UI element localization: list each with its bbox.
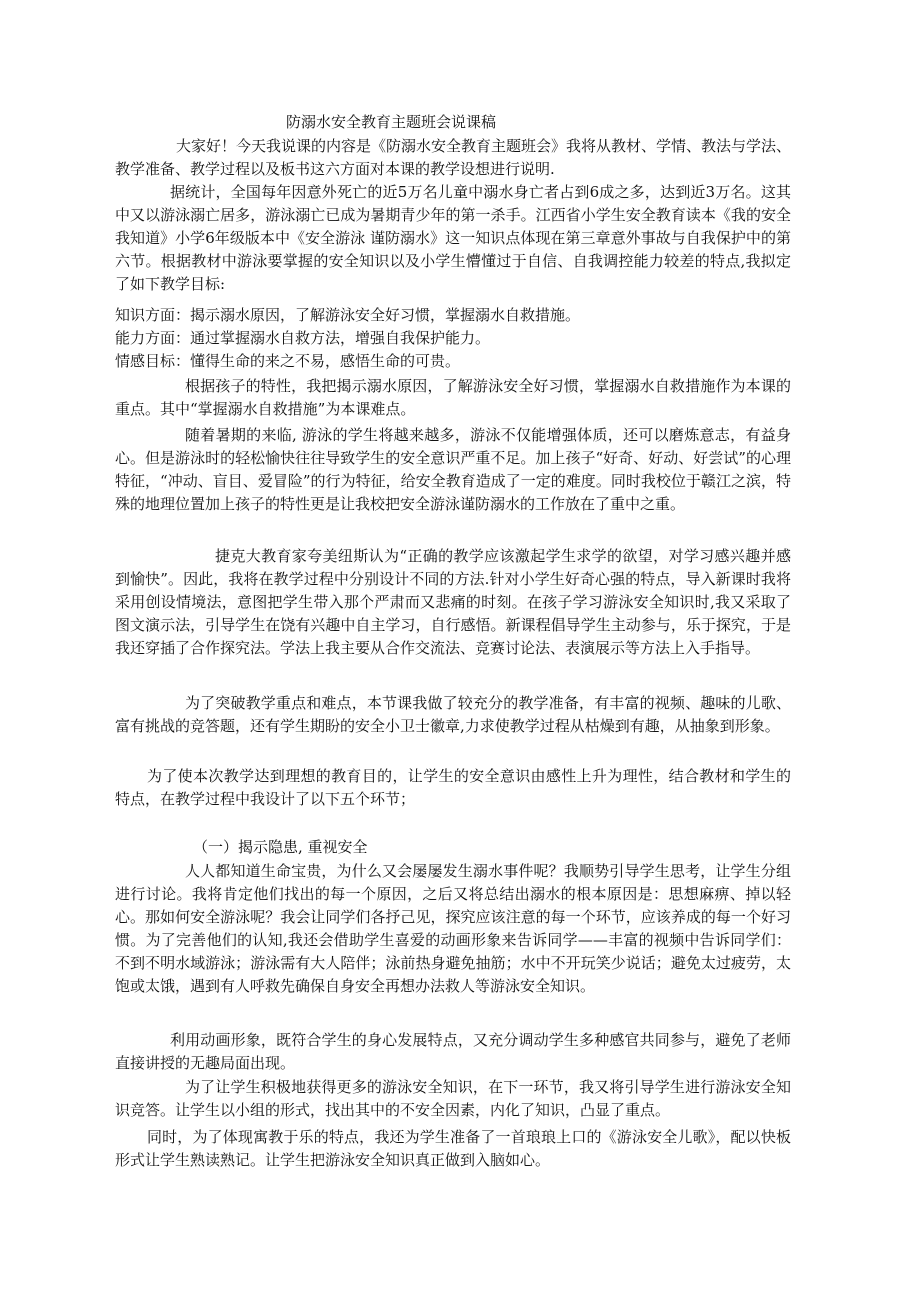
section-paragraph-quiz: 为了让学生积极地获得更多的游泳安全知识，在下一环节，我又将引导学生进行游泳安全知识竞答。让学生以小组的形式，找出其中的不安全因素，内化了知识，凸显了重点。 [115, 1078, 791, 1119]
goal-emotion: 情感目标：懂得生命的来之不易，感悟生命的可贵。 [115, 352, 461, 370]
goal-ability: 能力方面：通过掌握溺水自救方法，增强自我保护能力。 [115, 329, 491, 347]
document-title: 防溺水安全教育主题班会说课稿 [286, 113, 497, 131]
intro-paragraph: 大家好！今天我说课的内容是《防溺水安全教育主题班会》我将从教材、学情、教法与学法、教学准备、教学过程以及板书这六方面对本课的教学设想进行说明. [115, 137, 792, 178]
section-paragraph-song: 同时，为了体现寓教于乐的特点，我还为学生准备了一首琅琅上口的《游泳安全儿歌》，配以快板形式让学生熟读熟记。让学生把游泳安全知识真正做到入脑如心。 [115, 1128, 791, 1169]
section-paragraph-discussion: 人人都知道生命宝贵，为什么又会屡屡发生溺水事件呢？我顺势引导学生思考，让学生分组进行讨论。我将肯定他们找出的每一个原因，之后又将总结出溺水的根本原因是：思想麻痹、掉以轻心。那如何安全游泳呢？我会让同学们各抒己见，探究应该注意的每一个环节，应该养成的每一个好习惯。为了完善他们的认知,我还会借助学生喜爱的动画形象来告诉同学——丰富的视频中告诉同学们：不到不明水域游泳；游泳需有大人陪伴；泳前热身避免抽筋；水中不开玩笑少说话；避免太过疲劳，太饱或太饿，遇到有人呼救先确保自身安全再想办法救人等游泳安全知识。 [115, 862, 791, 995]
key-points-paragraph: 根据孩子的特性，我把揭示溺水原因，了解游泳安全好习惯，掌握溺水自救措施作为本课的重点。其中“掌握溺水自救措施”为本课难点。 [115, 377, 791, 418]
preparation-paragraph: 为了突破教学重点和难点，本节课我做了较充分的教学准备，有丰富的视频、趣味的儿歌、富有挑战的竞答题，还有学生期盼的安全小卫士徽章,力求使教学过程从枯燥到有趣，从抽象到形象。 [115, 694, 791, 735]
method-paragraph: 捷克大教育家夸美纽斯认为“正确的教学应该激起学生求学的欲望，对学习感兴趣并感到愉快”。因此，我将在教学过程中分别设计不同的方法.针对小学生好奇心强的特点，导入新课时我将采用创设情境法，意图把学生带入那个严肃而又悲痛的时刻。在孩子学习游泳安全知识时,我又采取了图文演示法，引导学生在饶有兴趣中自主学习，自行感悟。新课程倡导学生主动参与，乐于探究，于是我还穿插了合作探究法。学法上我主要从合作交流法、竞赛讨论法、表演展示等方法上入手指导。 [115, 547, 791, 657]
learner-analysis-paragraph: 随着暑期的来临, 游泳的学生将越来越多，游泳不仅能增强体质，还可以磨炼意志，有益身心。但是游泳时的轻松愉快往往导致学生的安全意识严重不足。加上孩子“好奇、好动、好尝试”的心理特征，“冲动、盲目、爱冒险”的行为特征，给安全教育造成了一定的难度。同时我校位于赣江之滨，特殊的地理位置加上孩子的特性更是让我校把安全游泳谨防溺水的工作放在了重中之重。 [115, 426, 791, 513]
section-heading: （一）揭示隐患, 重视安全 [193, 838, 368, 856]
section-paragraph-animation: 利用动画形象，既符合学生的身心发展特点，又充分调动学生多种感官共同参与，避免了老师直接讲授的无趣局面出现。 [115, 1031, 791, 1072]
process-intro-paragraph: 为了使本次教学达到理想的教育目的，让学生的安全意识由感性上升为理性，结合教材和学生的特点，在教学过程中我设计了以下五个环节； [115, 767, 791, 808]
goal-knowledge: 知识方面：揭示溺水原因，了解游泳安全好习惯，掌握溺水自救措施。 [115, 306, 581, 324]
statistics-paragraph: 据统计，全国每年因意外死亡的近5万名儿童中溺水身亡者占到6成之多，达到近3万名。这其中又以游泳溺亡居多，游泳溺亡已成为暑期青少年的第一杀手。江西省小学生安全教育读本《我的安全我知道》小学6年级版本中《安全游泳 谨防溺水》这一知识点体现在第三章意外事故与自我保护中的第六节。根据教材中游泳要掌握的安全知识以及小学生懵懂过于自信、自我调控能力较差的特点,我拟定了如下教学目标: [115, 183, 791, 293]
